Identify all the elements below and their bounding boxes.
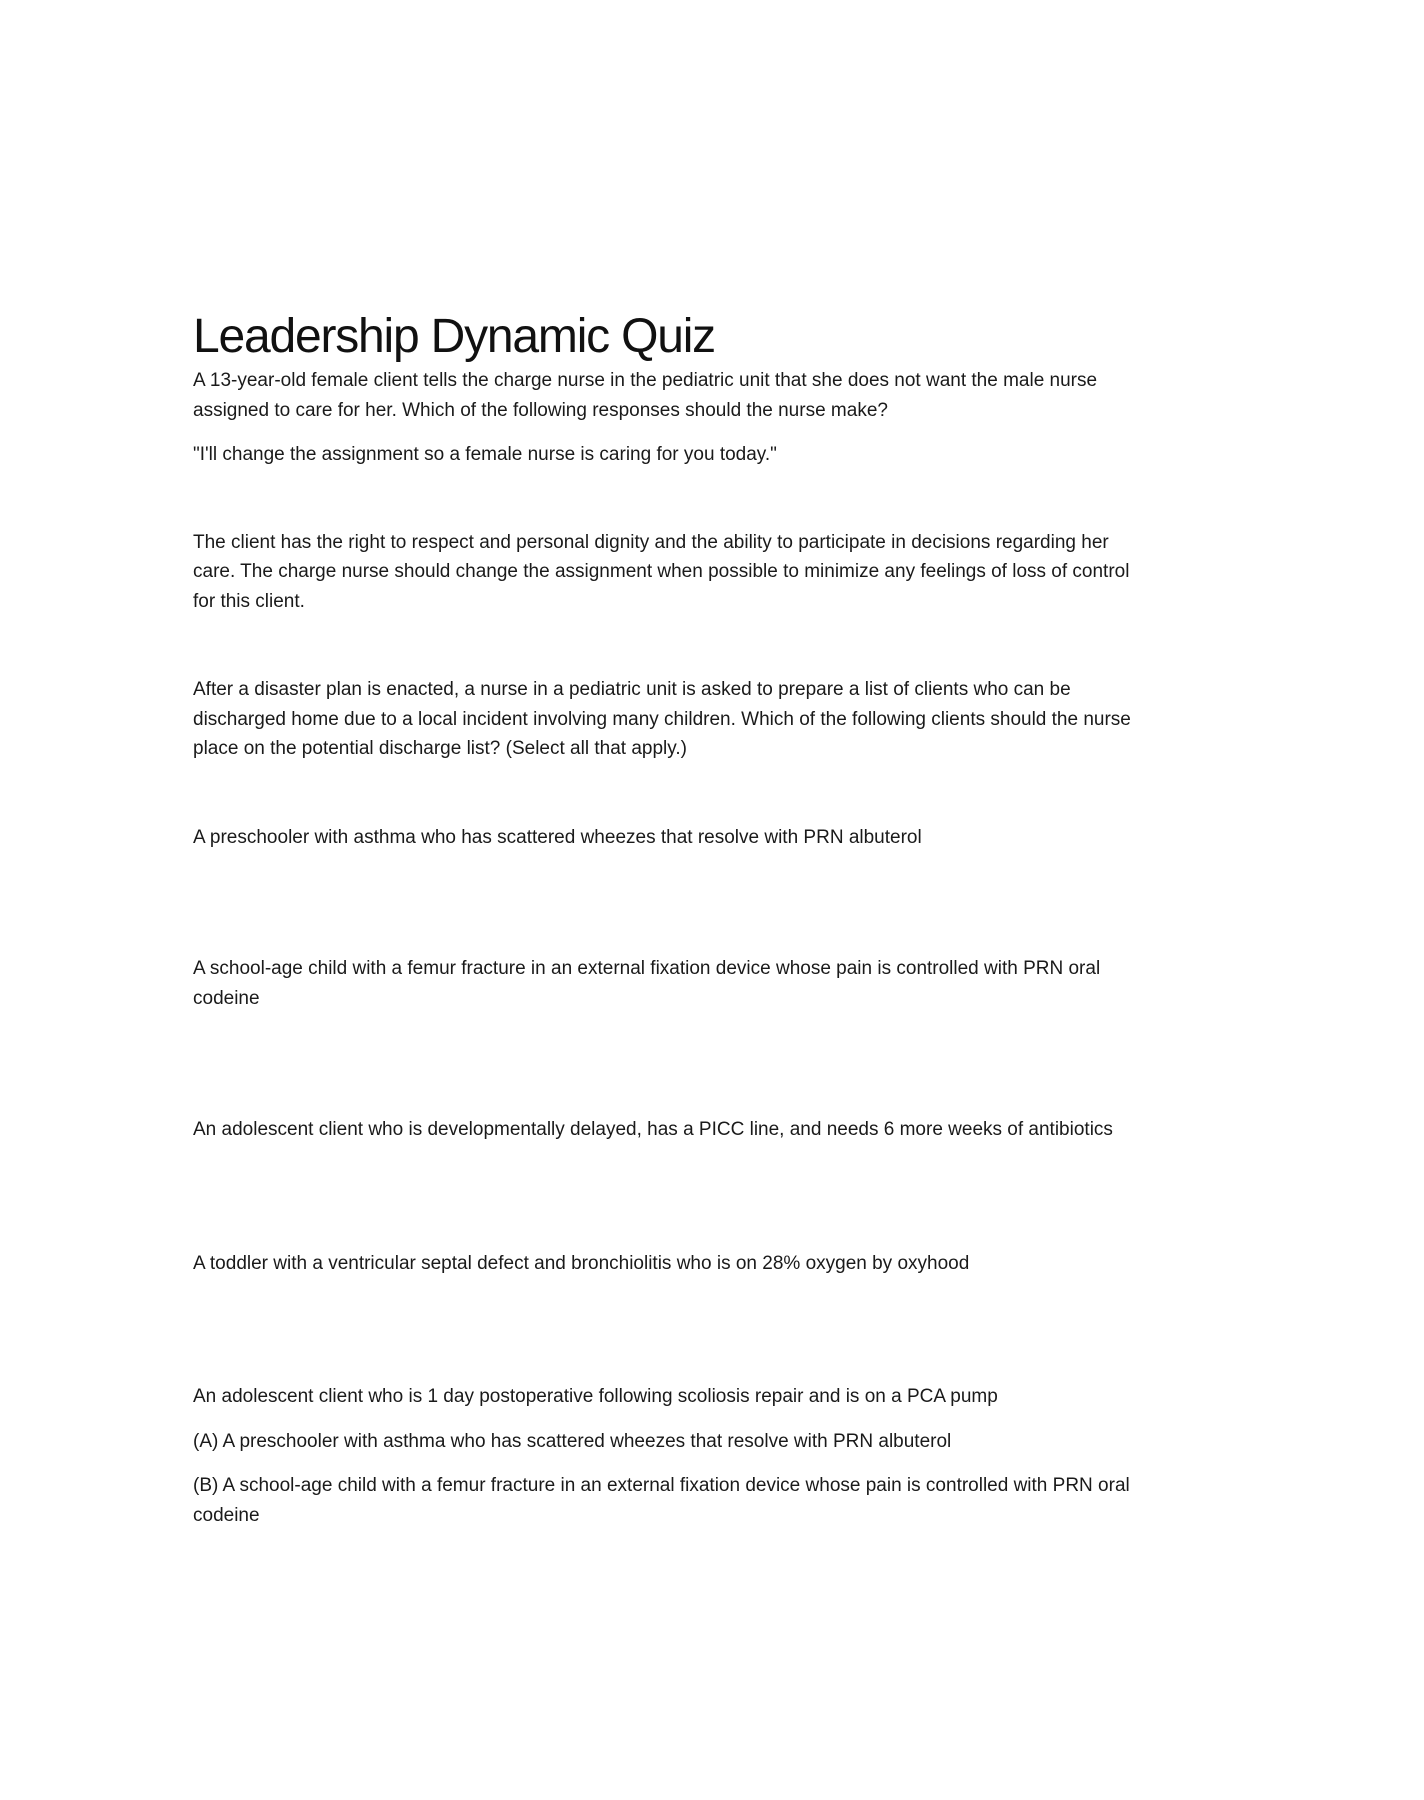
question-2-option: A toddler with a ventricular septal defect and bronchiolitis who is on 28% oxygen by oxyhood [193, 1252, 970, 1274]
document-page [193, 310, 1133, 1530]
question-2-option: An adolescent client who is 1 day postoperative following scoliosis repair and is on a PCA pump [193, 1386, 998, 1407]
question-2-option: An adolescent client who is developmentally delayed, has a PICC line, and needs 6 more weeks of antibiotics [193, 1119, 1113, 1140]
question-2-answer: (B) A school-age child with a femur fracture in an external fixation device whose pain is controlled with PRN oral codeine [193, 1475, 1130, 1526]
document-title: Leadership Dynamic Quiz [193, 310, 715, 363]
question-2-option: A school-age child with a femur fracture in an external fixation device whose pain is controlled with PRN oral codeine [193, 958, 1101, 1009]
question-1-stem: A 13-year-old female client tells the charge nurse in the pediatric unit that she does not want the male nurse assigned to care for her. Which of the following responses should the nurse make? [193, 370, 1098, 421]
question-2-answer: (A) A preschooler with asthma who has scattered wheezes that resolve with PRN albuterol [193, 1430, 952, 1452]
question-1-rationale: The client has the right to respect and personal dignity and the ability to participate in decisions regarding her care. The charge nurse should change the assignment when possible to minimize any feelings of loss of control for this client. [193, 531, 1130, 612]
question-2-stem: After a disaster plan is enacted, a nurse in a pediatric unit is asked to prepare a list of clients who can be discharged home due to a local incident involving many children. Which of the following clients should the nurse place on the potential discharge list? (Select all that apply.) [193, 679, 1131, 759]
question-1-answer: "I'll change the assignment so a female nurse is caring for you today." [193, 444, 777, 465]
question-2-option: A preschooler with asthma who has scattered wheezes that resolve with PRN albuterol [193, 826, 922, 848]
